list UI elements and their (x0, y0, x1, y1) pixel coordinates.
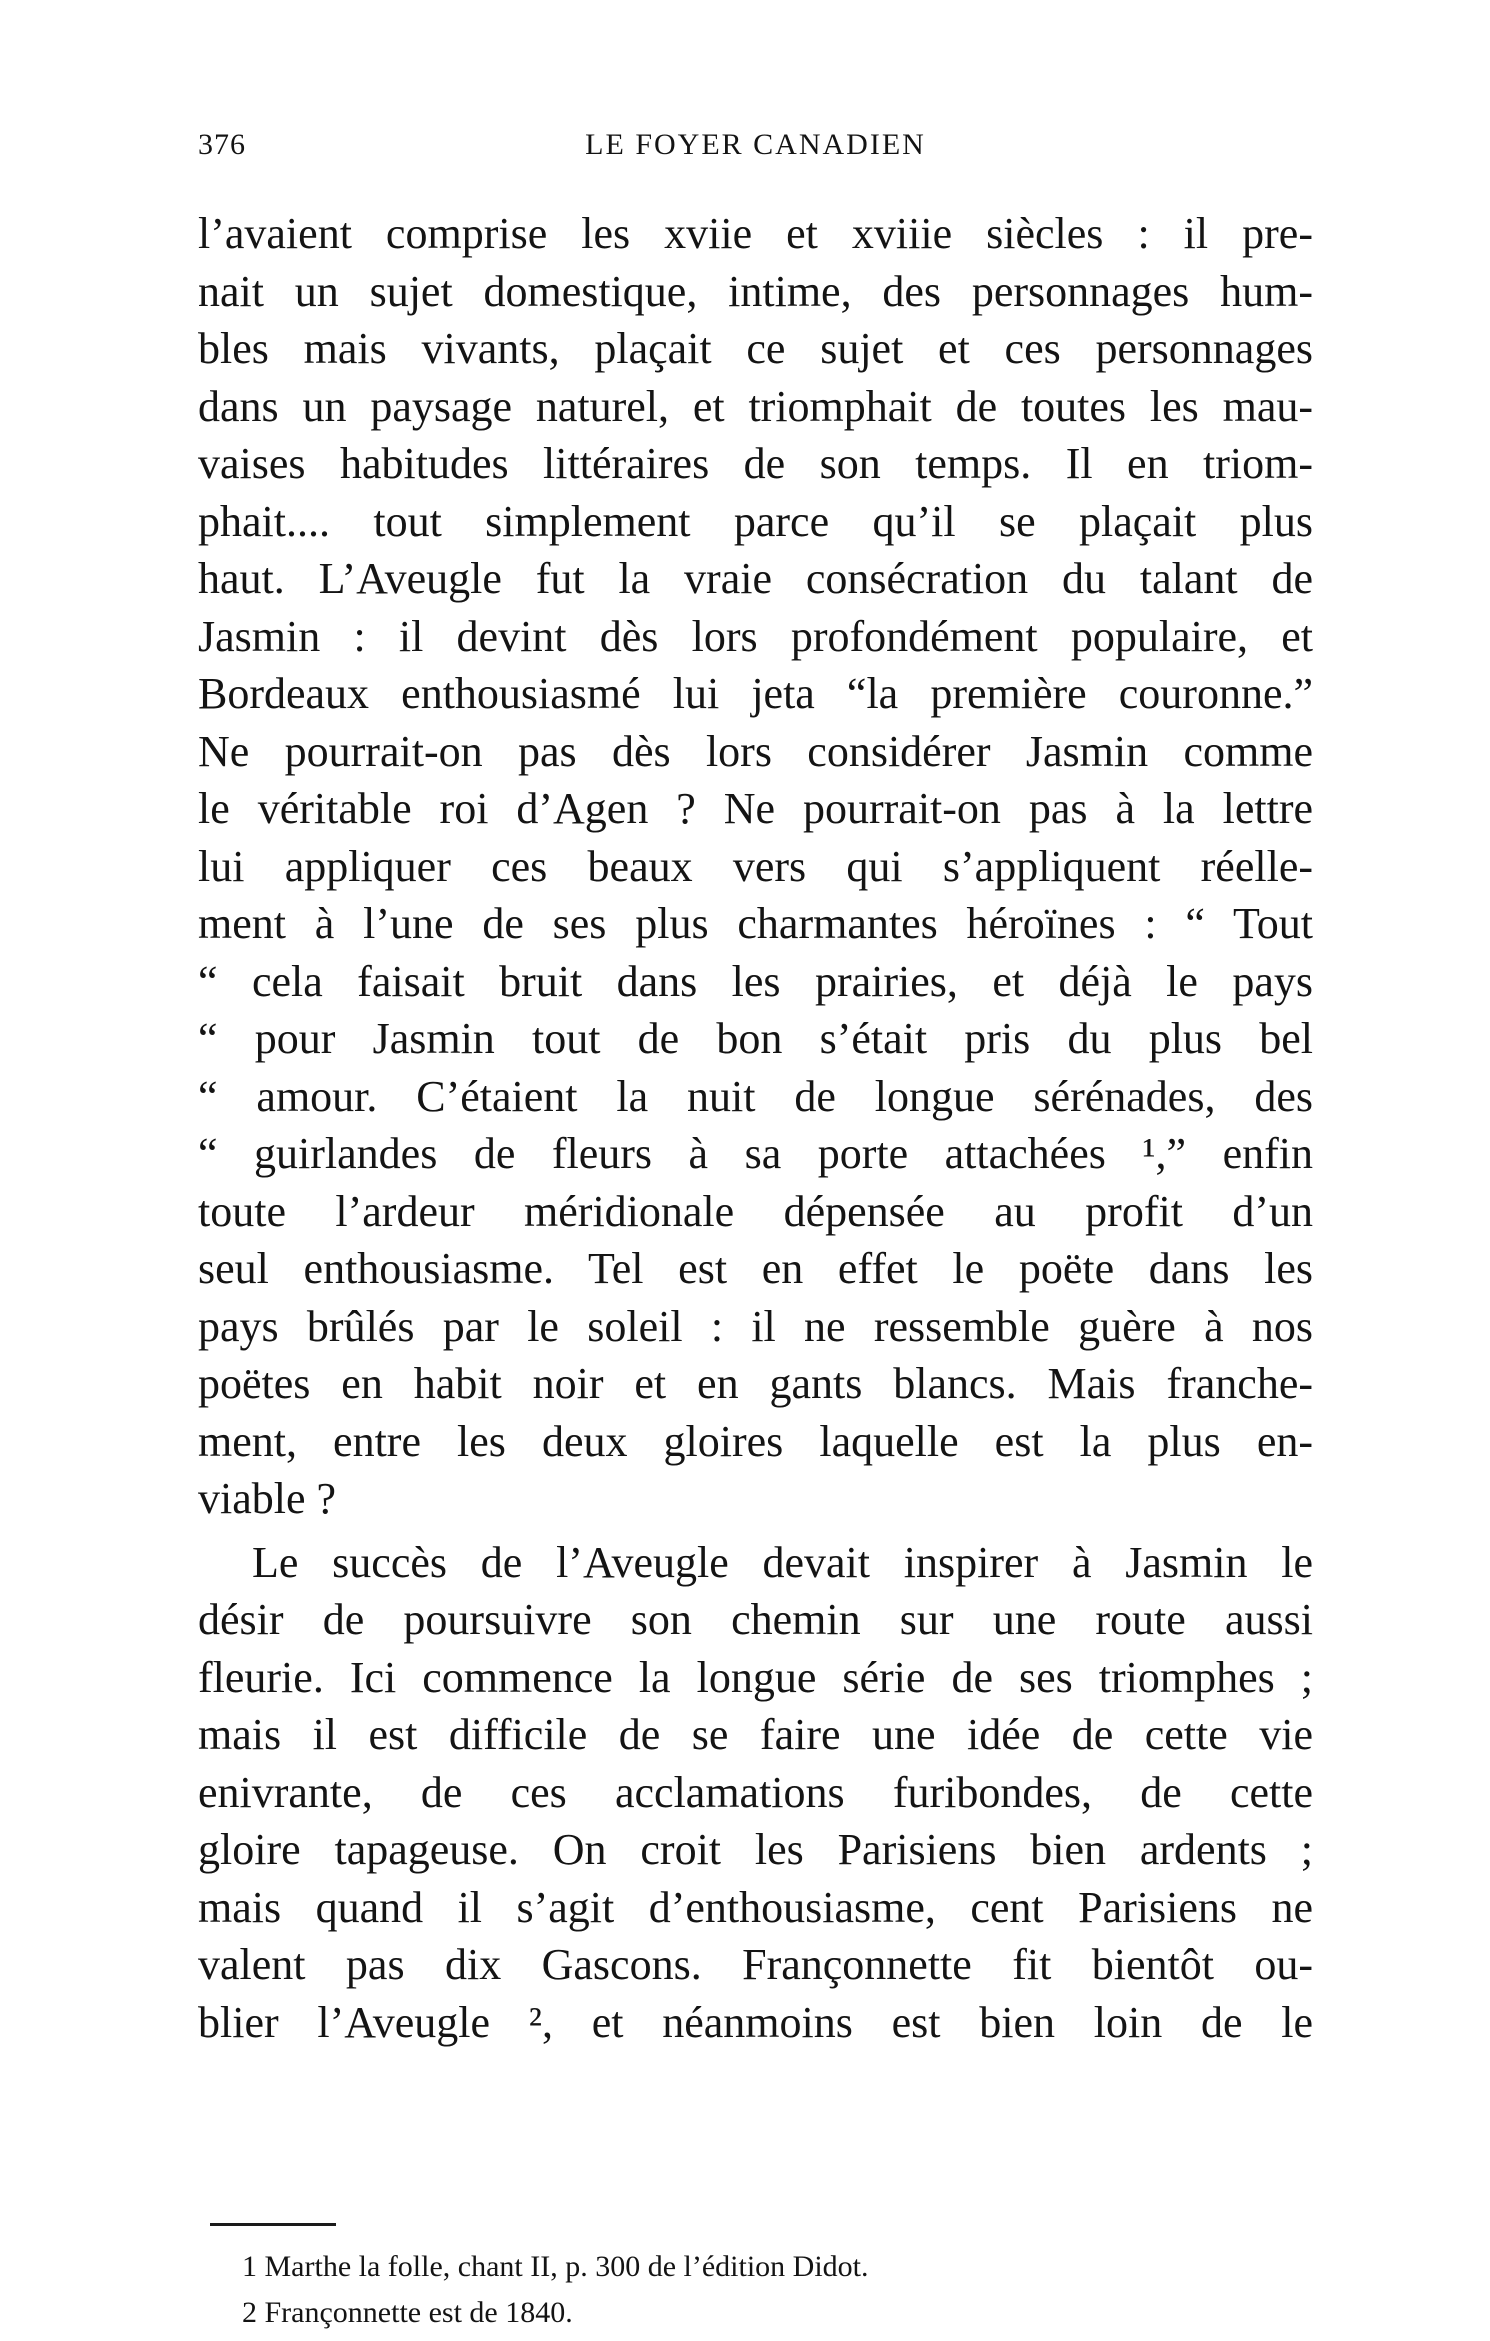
text-line: seul enthousiasme. Tel est en effet le poëte dans les (198, 1244, 1313, 1293)
footnotes (242, 2244, 869, 2336)
footnote-rule (210, 2223, 336, 2226)
running-head (198, 128, 1313, 172)
paragraph (198, 205, 1313, 1528)
text-line: désir de poursuivre son chemin sur une route aussi (198, 1595, 1313, 1644)
text-line: toute l’ardeur méridionale dépensée au profit d’un (198, 1186, 1313, 1236)
text-line: lui appliquer ces beaux vers qui s’appliquent réelle- (198, 841, 1313, 891)
text-line: Ne pourrait-on pas dès lors considérer Jasmin comme (198, 726, 1313, 776)
text-line: mais quand il s’agit d’enthousiasme, cent Parisiens ne (198, 1882, 1313, 1932)
text-line: haut. L’Aveugle fut la vraie consécration du talant de (198, 554, 1313, 603)
footnote-2: 2 Françonnette est de 1840. (242, 2296, 573, 2329)
text-line: mais il est difficile de se faire une idée de cette vie (198, 1710, 1313, 1759)
text-line: vaises habitudes littéraires de son temps. Il en triom- (198, 439, 1313, 488)
body-text (198, 205, 1313, 2051)
text-line: le véritable roi d’Agen ? Ne pourrait-on pas à la lettre (198, 784, 1313, 833)
text-line: poëtes en habit noir et en gants blancs. Mais franche- (198, 1359, 1313, 1408)
text-line: ment, entre les deux gloires laquelle est la plus en- (198, 1416, 1313, 1466)
text-line: fleurie. Ici commence la longue série de ses triomphes ; (198, 1652, 1313, 1702)
footnote-1: 1 Marthe la folle, chant II, p. 300 de l’édition Didot. (242, 2250, 869, 2283)
text-line: “ cela faisait bruit dans les prairies, et déjà le pays (198, 956, 1313, 1006)
text-line: Bordeaux enthousiasmé lui jeta “la première couronne.” (198, 669, 1313, 718)
text-line: l’avaient comprise les xviie et xviiie siècles : il pre- (198, 209, 1313, 258)
text-line: pays brûlés par le soleil : il ne ressemble guère à nos (198, 1301, 1313, 1351)
paragraph (198, 1534, 1313, 2052)
text-line: viable ? (198, 1474, 337, 1523)
text-line: valent pas dix Gascons. Françonnette fit bientôt ou- (198, 1940, 1313, 1989)
text-line: nait un sujet domestique, intime, des personnages hum- (198, 266, 1313, 316)
page-number: 376 (198, 128, 246, 161)
text-line: Jasmin : il devint dès lors profondément populaire, et (198, 611, 1313, 661)
text-line: blier l’Aveugle ², et néanmoins est bien loin de le (198, 1997, 1313, 2047)
text-line: Le succès de l’Aveugle devait inspirer à Jasmin le (252, 1537, 1313, 1587)
text-line: “ amour. C’étaient la nuit de longue sérénades, des (198, 1071, 1313, 1121)
text-line: enivrante, de ces acclamations furibondes, de cette (198, 1767, 1313, 1817)
text-line: bles mais vivants, plaçait ce sujet et ces personnages (198, 324, 1313, 373)
text-line: gloire tapageuse. On croit les Parisiens bien ardents ; (198, 1825, 1313, 1874)
text-line: “ pour Jasmin tout de bon s’était pris du plus bel (198, 1014, 1313, 1063)
text-line: phait.... tout simplement parce qu’il se plaçait plus (198, 496, 1313, 546)
text-line: dans un paysage naturel, et triomphait de toutes les mau- (198, 381, 1313, 431)
text-line: “ guirlandes de fleurs à sa porte attachées ¹,” enfin (198, 1129, 1313, 1178)
running-title: LE FOYER CANADIEN (585, 128, 926, 161)
text-line: ment à l’une de ses plus charmantes héroïnes : “ Tout (198, 899, 1313, 948)
